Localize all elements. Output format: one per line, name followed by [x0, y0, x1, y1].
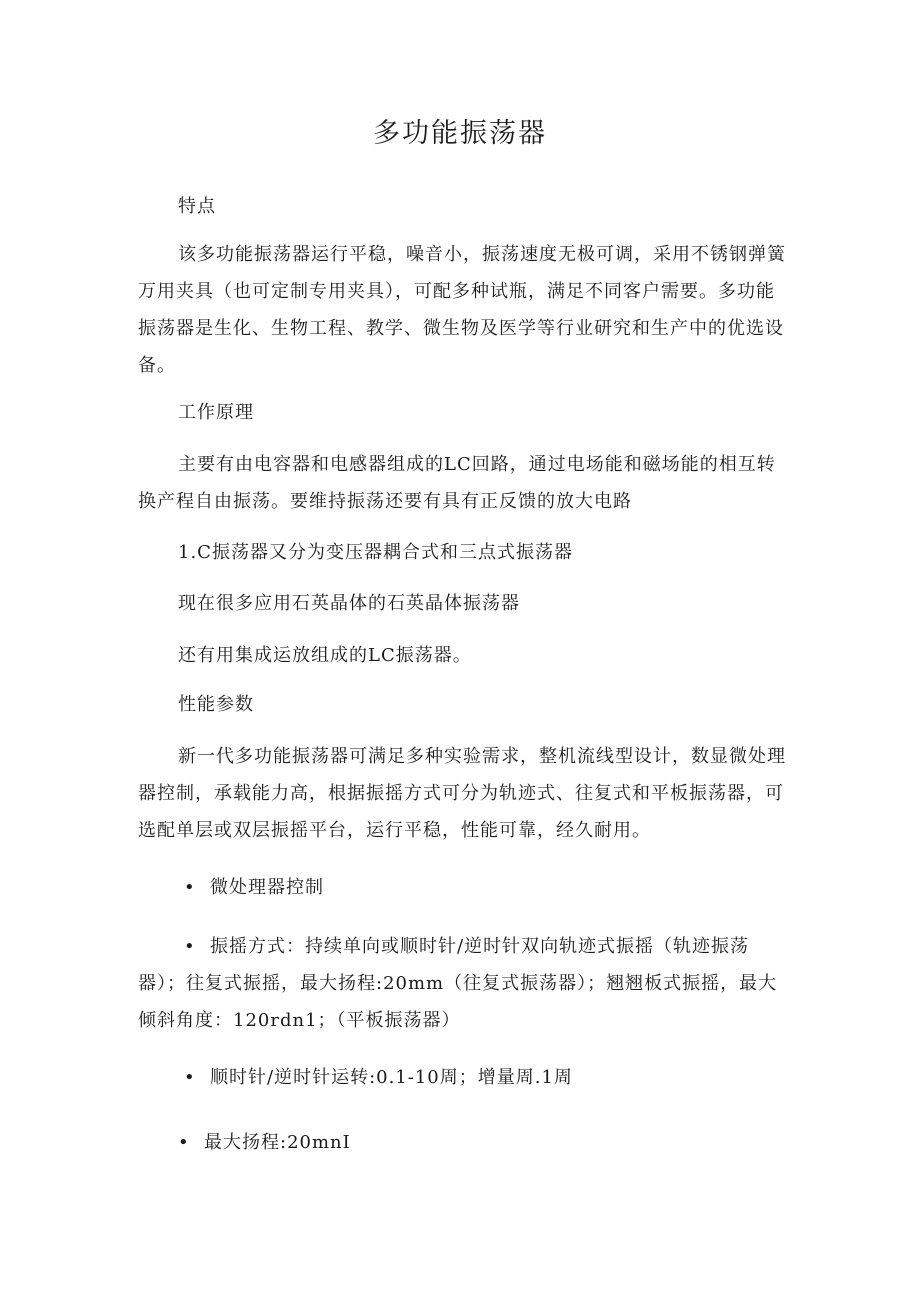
bullet-item-max-stroke: [178, 1124, 351, 1161]
bullet-text: 振摇方式：持续单向或顺时针/逆时针双向轨迹式振摇（轨迹振荡: [210, 936, 750, 957]
bullet-text: 最大扬程:20mnI: [204, 1132, 351, 1153]
bullet-icon: •: [184, 877, 196, 898]
bullet-icon: •: [184, 936, 196, 957]
principle-heading: 工作原理: [178, 402, 254, 423]
bullet-text: 顺时针/逆时针运转:0.1-10周；增量周.1周: [210, 1067, 573, 1088]
bullet-icon: •: [178, 1132, 190, 1153]
bullet-item-microprocessor: [184, 869, 324, 906]
principle-paragraph: 主要有由电容器和电感器组成的LC回路，通过电场能和磁场能的相互转换产程自由振荡。要维持振荡还要有具有正反馈的放大电路: [138, 454, 776, 512]
performance-paragraph: 新一代多功能振荡器可满足多种实验需求，整机流线型设计，数显微处理器控制，承载能力高，根据振摇方式可分为轨迹式、往复式和平板振荡器，可选配单层或双层振摇平台，运行平稳，性能可靠，经久耐用。: [138, 746, 786, 841]
bullet-item-rotation: [184, 1059, 573, 1096]
principle-line-lc-types: 1.C振荡器又分为变压器耦合式和三点式振荡器: [178, 542, 573, 563]
principle-line-opamp: 还有用集成运放组成的LC振荡器。: [178, 645, 472, 666]
bullet-icon: •: [184, 1067, 196, 1088]
bullet-item-shake-mode-continued: 器）；往复式振摇，最大扬程:20mm（往复式振荡器）；翘翘板式振摇，最大倾斜角度：120rdn1；（平板振荡器）: [138, 973, 778, 1031]
bullet-text: 微处理器控制: [210, 877, 324, 898]
features-paragraph: 该多功能振荡器运行平稳，噪音小，振荡速度无极可调，采用不锈钢弹簧万用夹具（也可定制专用夹具），可配多种试瓶，满足不同客户需要。多功能振荡器是生化、生物工程、教学、微生物及医学等行业研究和生产中的优选设备。: [138, 244, 786, 376]
principle-line-crystal: 现在很多应用石英晶体的石英晶体振荡器: [178, 593, 520, 614]
page-title: 多功能振荡器: [373, 118, 547, 149]
bullet-item-shake-mode: [184, 928, 749, 965]
features-heading: 特点: [178, 196, 216, 217]
performance-heading: 性能参数: [178, 694, 254, 715]
